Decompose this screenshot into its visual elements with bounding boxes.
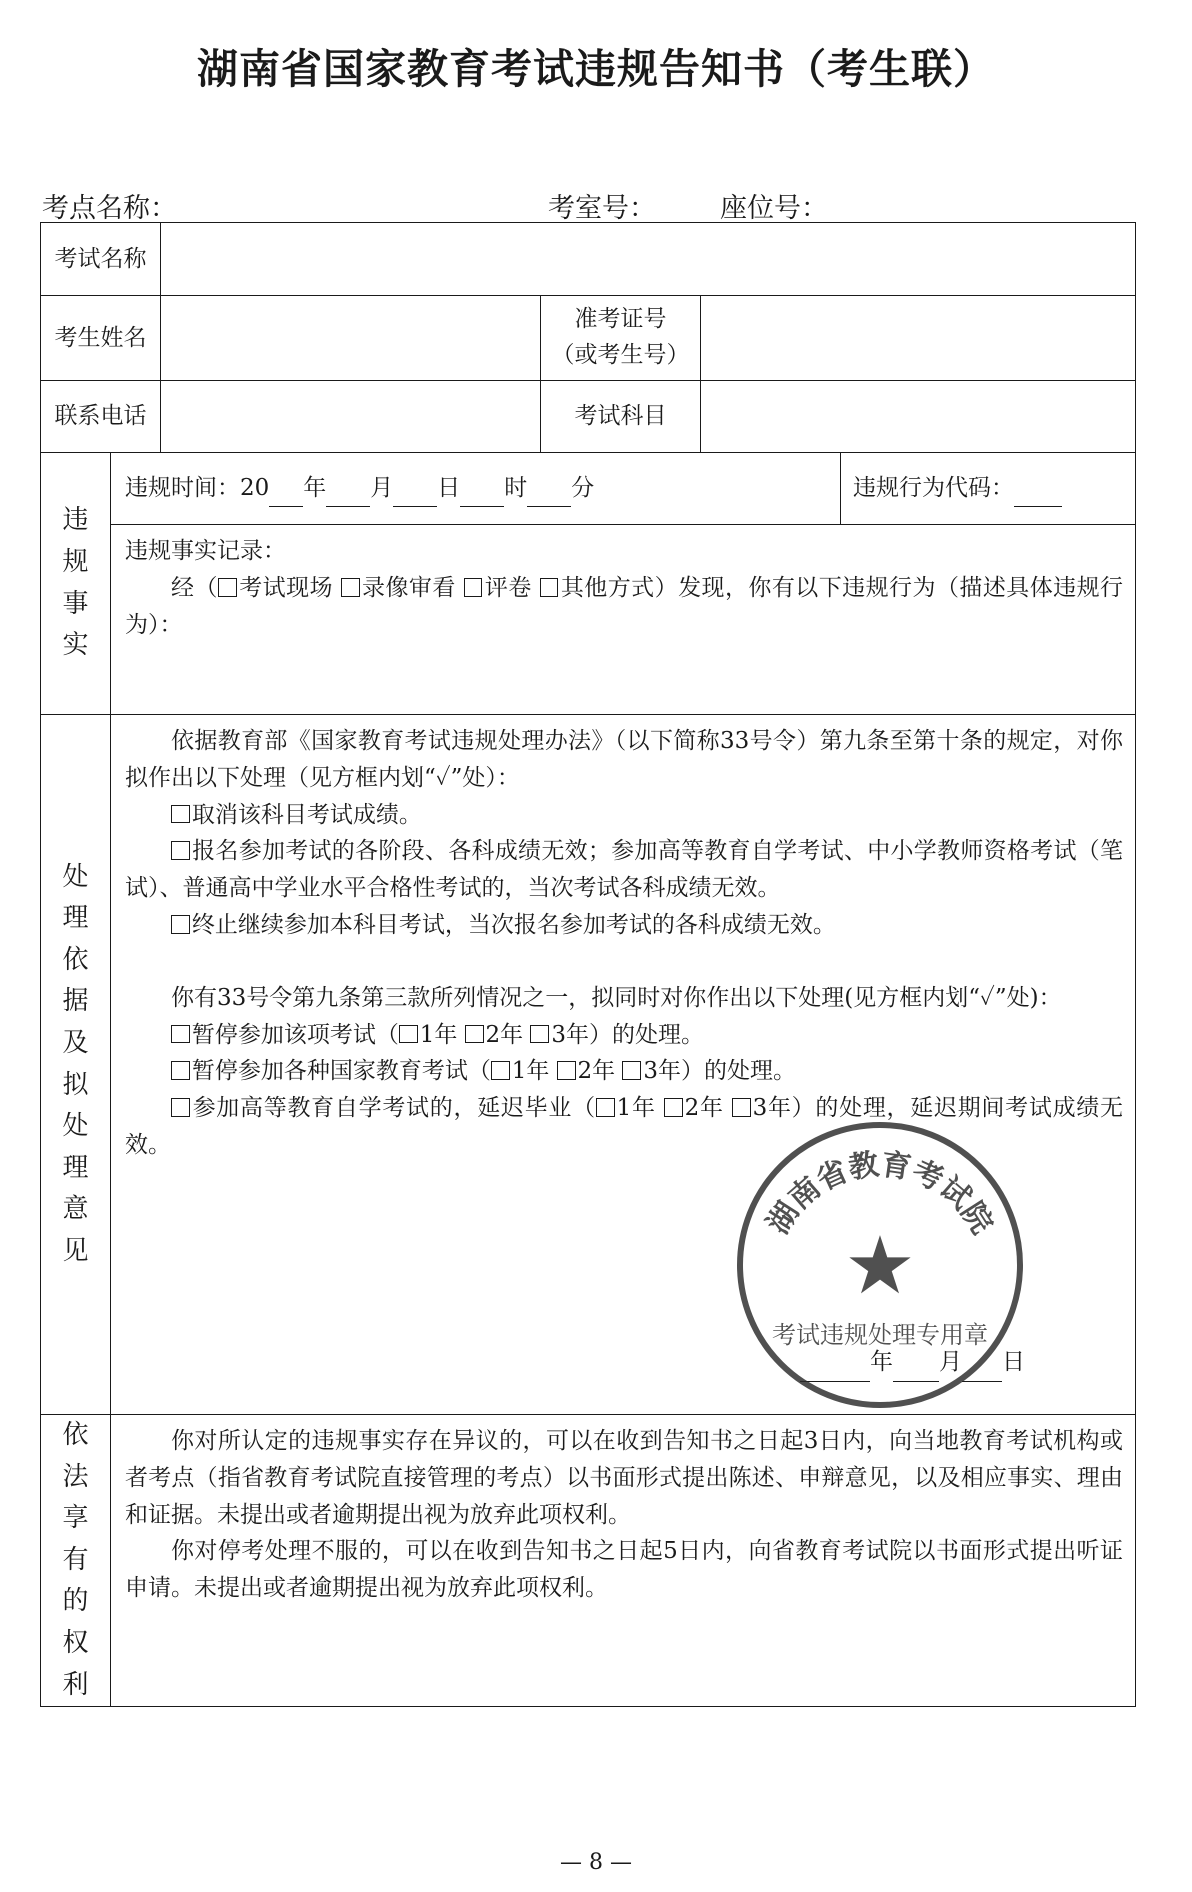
exam-name-label: 考试名称 <box>41 223 161 296</box>
additional-intro: 你有33号令第九条第三款所列情况之一，拟同时对你作出以下处理(见方框内划“✓”处)： <box>171 984 1062 1011</box>
marking-option-label: 评卷 <box>484 574 532 601</box>
suspend-all-text: 暂停参加各种国家教育考试（ <box>191 1058 491 1085</box>
subject-label: 考试科目 <box>541 381 701 453</box>
suspend-this-option <box>125 1017 1123 1054</box>
legal-rights-label: 依法享有的权利 <box>41 1415 111 1707</box>
exam-name-row <box>41 223 1136 296</box>
violation-code-label: 违规行为代码： <box>853 474 1014 501</box>
suspend-all-3y-checkbox[interactable] <box>622 1061 641 1080</box>
seal-bottom-text: 考试违规处理专用章 <box>772 1321 988 1349</box>
self-study-1y-checkbox[interactable] <box>596 1098 615 1117</box>
student-name-label: 考生姓名 <box>41 296 161 381</box>
subject-field[interactable] <box>701 381 1136 453</box>
video-checkbox[interactable] <box>341 578 360 597</box>
year-blank[interactable] <box>269 470 303 508</box>
self-study-suffix: ）的处理，延迟期间考试成绩无效。 <box>125 1095 1124 1158</box>
violation-time-prefix: 违规时间：20 <box>125 474 270 501</box>
handling-intro: 依据教育部《国家教育考试违规处理办法》（以下简称33号令）第九条至第十条的规定，对你拟作出以下处理（见方框内划“✓”处）： <box>125 728 1123 791</box>
record-text-end: ）发现，你有以下违规行为（描述具体违规行为）： <box>125 574 1124 638</box>
seal-top-text: 湖南省教育考试院 <box>760 1147 1000 1241</box>
suspend-this-suffix: ）的处理。 <box>588 1021 704 1048</box>
invalidate-all-text: 报名参加考试的各阶段、各科成绩无效；参加高等教育自学考试、中小学教师资格考试（笔试）、普通高中学业水平合格性考试的，当次考试各科成绩无效。 <box>125 838 1123 902</box>
violation-notice-form <box>40 222 1136 1707</box>
minute-unit: 分 <box>571 474 595 501</box>
hour-unit: 时 <box>504 474 528 501</box>
year-2-label: 2年 <box>684 1095 724 1122</box>
suspend-all-1y-checkbox[interactable] <box>491 1061 510 1080</box>
phone-field[interactable] <box>161 381 541 453</box>
day-unit: 日 <box>437 474 461 501</box>
exam-site-label: 考点名称： <box>42 193 177 224</box>
phone-label: 联系电话 <box>41 381 161 453</box>
seat-number-label: 座位号： <box>720 193 828 224</box>
video-option-label: 录像审看 <box>361 574 456 601</box>
exam-name-field[interactable] <box>161 223 1136 296</box>
year-1-label: 1年 <box>511 1058 550 1085</box>
year-3-label: 3年 <box>643 1058 681 1085</box>
terminate-text: 终止继续参加本科目考试，当次报名参加考试的各科成绩无效。 <box>191 911 836 938</box>
issue-day-unit: 日 <box>1002 1349 1025 1376</box>
issue-month-unit: 月 <box>939 1349 962 1376</box>
seal-star-icon: ★ <box>844 1219 916 1312</box>
year-unit: 年 <box>303 474 327 501</box>
year-1-label: 1年 <box>419 1021 458 1048</box>
record-text <box>125 570 1123 644</box>
suspend-this-3y-checkbox[interactable] <box>530 1025 549 1044</box>
site-option-label: 考试现场 <box>238 574 333 601</box>
minute-blank[interactable] <box>527 470 571 508</box>
suspend-this-checkbox[interactable] <box>171 1025 190 1044</box>
record-text-start: 经（ <box>171 574 218 601</box>
handling-basis-label: 处理依据及拟处理意见 <box>41 715 111 1415</box>
year-1-label: 1年 <box>616 1095 656 1122</box>
invalidate-all-checkbox[interactable] <box>171 841 190 860</box>
page-number: — 8 — <box>560 1850 632 1875</box>
year-2-label: 2年 <box>485 1021 524 1048</box>
other-checkbox[interactable] <box>540 578 559 597</box>
student-row <box>41 296 1136 381</box>
suspend-this-2y-checkbox[interactable] <box>465 1025 484 1044</box>
year-3-label: 3年 <box>551 1021 589 1048</box>
rights-paragraph-2: 你对停考处理不服的，可以在收到告知书之日起5日内，向省教育考试院以书面形式提出听证申请。未提出或者逾期提出视为放弃此项权利。 <box>125 1538 1123 1602</box>
ticket-number-field[interactable] <box>701 296 1136 381</box>
record-label: 违规事实记录： <box>125 538 286 564</box>
violation-facts-label: 违规事实 <box>41 453 111 715</box>
year-3-label: 3年 <box>752 1095 792 1122</box>
document-title: 湖南省国家教育考试违规告知书（考生联） <box>197 45 995 93</box>
invalidate-all-option <box>125 833 1123 907</box>
student-name-field[interactable] <box>161 296 541 381</box>
month-unit: 月 <box>370 474 394 501</box>
violation-record-cell <box>111 525 1136 715</box>
cancel-subject-text: 取消该科目考试成绩。 <box>191 801 422 828</box>
contact-row <box>41 381 1136 453</box>
violation-time-row <box>41 453 1136 525</box>
year-2-label: 2年 <box>577 1058 616 1085</box>
self-study-2y-checkbox[interactable] <box>664 1098 683 1117</box>
violation-code-blank[interactable] <box>1014 470 1062 508</box>
marking-checkbox[interactable] <box>464 578 483 597</box>
site-checkbox[interactable] <box>218 578 237 597</box>
issue-year-unit: 年 <box>870 1349 893 1376</box>
ticket-label-line1: 准考证号 <box>574 306 667 333</box>
month-blank[interactable] <box>326 470 370 508</box>
violation-code-cell <box>841 453 1136 525</box>
violation-record-row <box>41 525 1136 715</box>
suspend-this-1y-checkbox[interactable] <box>399 1025 418 1044</box>
ticket-label-line2: （或考生号） <box>551 342 690 368</box>
cancel-subject-option <box>125 797 1123 834</box>
ticket-number-label <box>541 296 701 381</box>
exam-room-label: 考室号： <box>548 193 656 224</box>
suspend-this-text: 暂停参加该项考试（ <box>191 1021 399 1048</box>
other-option-label: 其他方式 <box>560 574 655 601</box>
terminate-option <box>125 907 1123 944</box>
suspend-all-2y-checkbox[interactable] <box>557 1061 576 1080</box>
terminate-checkbox[interactable] <box>171 915 190 934</box>
suspend-all-checkbox[interactable] <box>171 1061 190 1080</box>
official-seal <box>730 1115 1030 1415</box>
suspend-all-suffix: ）的处理。 <box>680 1058 796 1085</box>
rights-cell <box>111 1415 1136 1707</box>
rights-paragraph-1: 你对所认定的违规事实存在异议的，可以在收到告知书之日起3日内，向当地教育考试机构或者考点（指省教育考试院直接管理的考点）以书面形式提出陈述、申辩意见，以及相应事实、理由和证据。未提出或者逾期提出视为放弃此项权利。 <box>125 1428 1123 1528</box>
violation-time-cell <box>111 453 841 525</box>
rights-row <box>41 1415 1136 1707</box>
day-blank[interactable] <box>393 470 437 508</box>
self-study-checkbox[interactable] <box>171 1098 190 1117</box>
hour-blank[interactable] <box>460 470 504 508</box>
self-study-text: 参加高等教育自学考试的，延迟毕业（ <box>191 1095 596 1122</box>
suspend-all-option <box>125 1053 1123 1090</box>
cancel-subject-checkbox[interactable] <box>171 805 190 824</box>
